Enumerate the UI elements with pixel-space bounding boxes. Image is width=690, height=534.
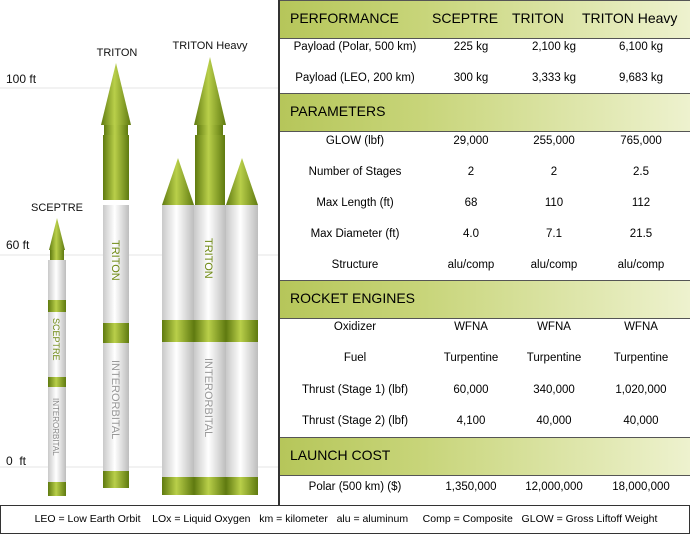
cell-sceptre: WFNA bbox=[454, 321, 488, 333]
cell-triton-heavy: 6,100 kg bbox=[618, 41, 664, 53]
rocket-name-triton-heavy: TRITON Heavy bbox=[172, 40, 248, 52]
cell-triton: 7.1 bbox=[546, 228, 562, 240]
cell-triton: WFNA bbox=[537, 321, 571, 333]
cell-triton-heavy: 9,683 kg bbox=[618, 72, 664, 84]
cell-triton: 255,000 bbox=[533, 135, 575, 147]
section-title-performance: PERFORMANCE bbox=[290, 10, 399, 26]
cell-sceptre: Turpentine bbox=[443, 352, 499, 364]
row-label: GLOW (lbf) bbox=[325, 135, 385, 147]
row-label: Max Length (ft) bbox=[316, 197, 394, 209]
cell-sceptre: 4.0 bbox=[463, 228, 479, 240]
row-label: Payload (Polar, 500 km) bbox=[293, 41, 417, 53]
section-title-parameters: PARAMETERS bbox=[290, 103, 386, 119]
cell-sceptre: 4,100 bbox=[456, 415, 486, 427]
cell-triton: Turpentine bbox=[526, 352, 582, 364]
table-row bbox=[280, 376, 690, 407]
cell-triton-heavy: Turpentine bbox=[613, 352, 669, 364]
table-row bbox=[280, 64, 690, 95]
cell-triton: 3,333 kg bbox=[531, 72, 577, 84]
table-row bbox=[280, 189, 690, 220]
table-row bbox=[280, 158, 690, 189]
row-label: Thrust (Stage 1) (lbf) bbox=[301, 384, 409, 396]
cell-triton: alu/comp bbox=[530, 259, 578, 271]
sceptre-brand-label: INTERORBITAL bbox=[51, 398, 60, 456]
column-header-triton-heavy: TRITON Heavy bbox=[582, 10, 678, 26]
triton-body-label: TRITON bbox=[109, 240, 121, 281]
section-header-cost bbox=[280, 437, 690, 476]
cell-triton-heavy: 2.5 bbox=[633, 166, 649, 178]
cell-triton-heavy: WFNA bbox=[624, 321, 658, 333]
row-label: Oxidizer bbox=[333, 321, 377, 333]
cell-sceptre: 300 kg bbox=[453, 72, 489, 84]
heavy-body-label: TRITON bbox=[202, 238, 214, 279]
cell-triton-heavy: 21.5 bbox=[629, 228, 653, 240]
table-row bbox=[280, 344, 690, 375]
heavy-brand-label: INTERORBITAL bbox=[202, 358, 214, 438]
row-label: Polar (500 km) ($) bbox=[308, 481, 402, 493]
scale-label-100: 100 ft bbox=[6, 72, 37, 86]
row-label: Thrust (Stage 2) (lbf) bbox=[301, 415, 409, 427]
cell-triton-heavy: 112 bbox=[631, 197, 651, 209]
cell-triton-heavy: 40,000 bbox=[623, 415, 659, 427]
sceptre-body-label: SCEPTRE bbox=[51, 318, 61, 361]
cell-triton-heavy: 1,020,000 bbox=[615, 384, 667, 396]
cell-triton-heavy: 18,000,000 bbox=[612, 481, 670, 493]
cell-triton: 12,000,000 bbox=[525, 481, 583, 493]
table-row bbox=[280, 473, 690, 504]
row-label: Structure bbox=[331, 259, 379, 271]
cell-triton-heavy: 765,000 bbox=[620, 135, 662, 147]
row-label: Payload (LEO, 200 km) bbox=[295, 72, 415, 84]
table-row bbox=[280, 407, 690, 438]
cell-sceptre: 29,000 bbox=[453, 135, 489, 147]
scale-label-0: 0 ft bbox=[6, 454, 27, 468]
section-title-engines: ROCKET ENGINES bbox=[290, 290, 415, 306]
cell-triton: 110 bbox=[544, 197, 564, 209]
rocket-name-sceptre: SCEPTRE bbox=[31, 202, 83, 214]
cell-sceptre: 60,000 bbox=[453, 384, 489, 396]
section-title-cost: LAUNCH COST bbox=[290, 447, 391, 463]
table-row bbox=[280, 33, 690, 64]
cell-triton: 2,100 kg bbox=[531, 41, 577, 53]
cell-triton: 2 bbox=[550, 166, 558, 178]
row-label: Fuel bbox=[343, 352, 367, 364]
cell-triton: 340,000 bbox=[533, 384, 575, 396]
triton-brand-label: INTERORBITAL bbox=[109, 360, 121, 440]
table-row bbox=[280, 127, 690, 158]
column-header-sceptre: SCEPTRE bbox=[432, 10, 499, 26]
row-label: Number of Stages bbox=[308, 166, 402, 178]
cell-sceptre: 1,350,000 bbox=[445, 481, 497, 493]
scale-label-60: 60 ft bbox=[6, 238, 30, 252]
abbreviation-footer bbox=[0, 505, 690, 534]
rocket-name-triton: TRITON bbox=[96, 47, 138, 59]
table-row bbox=[280, 313, 690, 344]
cell-sceptre: alu/comp bbox=[447, 259, 495, 271]
cell-sceptre: 68 bbox=[464, 197, 478, 209]
cell-sceptre: 2 bbox=[467, 166, 475, 178]
table-row bbox=[280, 220, 690, 251]
specs-table bbox=[278, 0, 690, 505]
cell-triton: 40,000 bbox=[536, 415, 572, 427]
row-label: Max Diameter (ft) bbox=[310, 228, 400, 240]
column-header-triton: TRITON bbox=[512, 10, 564, 26]
table-row bbox=[280, 251, 690, 282]
footer-text: LEO = Low Earth Orbit LOx = Liquid Oxygen km = kilometer alu = aluminum Comp = Composite GLOW = Gross Liftoff Weight bbox=[34, 513, 658, 525]
cell-triton-heavy: alu/comp bbox=[617, 259, 665, 271]
cell-sceptre: 225 kg bbox=[453, 41, 489, 53]
